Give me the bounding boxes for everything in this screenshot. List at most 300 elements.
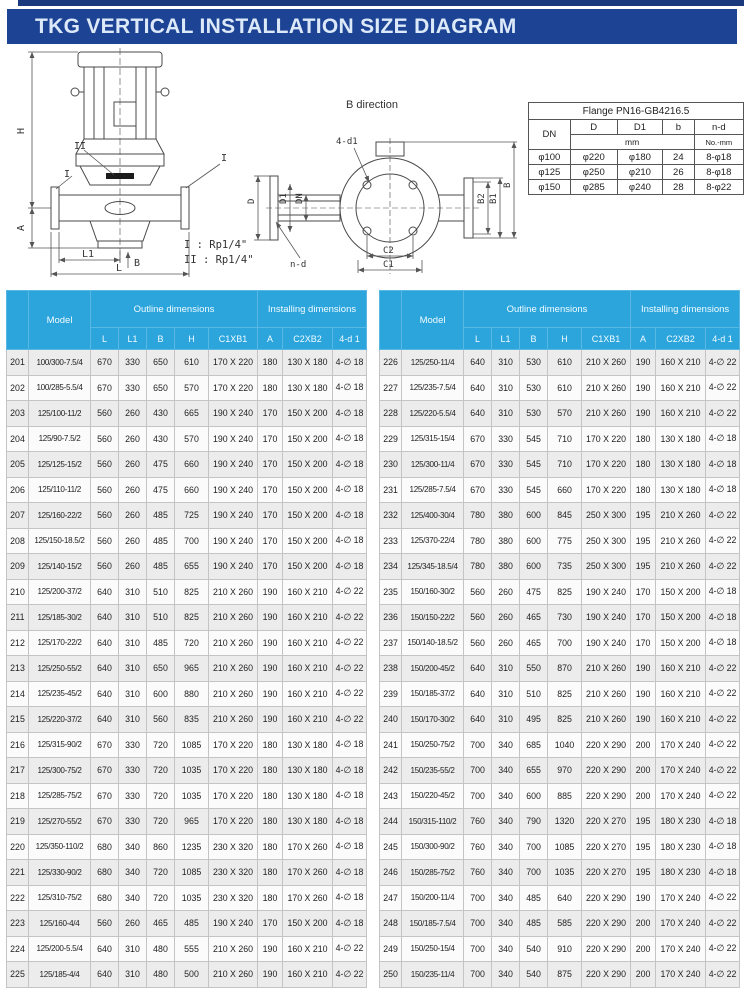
cell-a: 180 — [631, 477, 656, 503]
dim-label-d1: D1 — [279, 193, 289, 204]
dim-label-b2: B2 — [477, 193, 487, 204]
cell-h: 665 — [175, 401, 209, 427]
table-row — [380, 656, 740, 682]
cell-4d1: 4-∅ 18 — [333, 911, 367, 937]
cell-c2xb2: 150 X 200 — [283, 528, 333, 554]
cell-h: 660 — [175, 452, 209, 478]
cell-b: 485 — [147, 503, 175, 529]
cell-model: 150/185-37/2 — [402, 681, 464, 707]
table-row — [380, 962, 740, 988]
cell-row-number: 231 — [380, 477, 402, 503]
cell-row-number: 233 — [380, 528, 402, 554]
cell-a: 190 — [258, 681, 283, 707]
cell-c2xb2: 150 X 200 — [283, 452, 333, 478]
cell-4d1: 4-∅ 22 — [333, 681, 367, 707]
cell-b: 545 — [520, 426, 548, 452]
cell-4d1: 4-∅ 18 — [333, 758, 367, 784]
cell-c1xb1: 170 X 220 — [582, 426, 631, 452]
cell-l1: 340 — [492, 783, 520, 809]
cell-h: 825 — [548, 707, 582, 733]
cell-c2xb2: 160 X 210 — [656, 401, 706, 427]
cell-model: 100/300-7.5/4 — [29, 350, 91, 376]
table-row — [380, 452, 740, 478]
cell-a: 195 — [631, 503, 656, 529]
cell-b: 530 — [520, 350, 548, 376]
cell-c1xb1: 210 X 260 — [582, 681, 631, 707]
cell-c1xb1: 170 X 220 — [209, 350, 258, 376]
table-row — [7, 452, 367, 478]
title-bar — [7, 9, 737, 44]
cell-c2xb2: 170 X 260 — [283, 834, 333, 860]
flange-col-nd: n-d — [694, 120, 743, 135]
cell-4d1: 4-∅ 18 — [333, 452, 367, 478]
cell-a: 170 — [258, 554, 283, 580]
table-row — [380, 758, 740, 784]
cell-l: 560 — [464, 630, 492, 656]
cell-l: 760 — [464, 860, 492, 886]
cell-l1: 340 — [492, 885, 520, 911]
cell-c1xb1: 210 X 260 — [209, 936, 258, 962]
cell-h: 825 — [175, 579, 209, 605]
flange-col-d: D — [570, 120, 617, 135]
cell-4d1: 4-∅ 18 — [706, 860, 740, 886]
cell-h: 700 — [175, 528, 209, 554]
cell-h: 570 — [175, 426, 209, 452]
cell-l: 640 — [91, 936, 119, 962]
table-row — [380, 528, 740, 554]
table-row — [7, 860, 367, 886]
cell-model: 125/110-11/2 — [29, 477, 91, 503]
cell-c1xb1: 250 X 300 — [582, 503, 631, 529]
cell-h: 970 — [548, 758, 582, 784]
cell-l: 560 — [91, 426, 119, 452]
cell-4d1: 4-∅ 22 — [333, 936, 367, 962]
cell-c2xb2: 130 X 180 — [656, 452, 706, 478]
cell-4d1: 4-∅ 22 — [333, 707, 367, 733]
cell-l: 670 — [91, 375, 119, 401]
cell-l: 670 — [464, 452, 492, 478]
cell-model: 125/100-11/2 — [29, 401, 91, 427]
cell-l: 760 — [464, 834, 492, 860]
volute-outline — [266, 138, 482, 274]
b-direction-view-drawing — [240, 92, 530, 290]
cell-model: 125/140-15/2 — [29, 554, 91, 580]
cell-c2xb2: 150 X 200 — [656, 605, 706, 631]
flange-row — [529, 150, 744, 165]
cell-l1: 260 — [492, 630, 520, 656]
cell-h: 835 — [175, 707, 209, 733]
cell-h: 965 — [175, 809, 209, 835]
cell-l: 670 — [91, 758, 119, 784]
cell-c2xb2: 180 X 230 — [656, 809, 706, 835]
cell-b: 530 — [520, 401, 548, 427]
cell-model: 125/300-11/4 — [402, 452, 464, 478]
cell-c1xb1: 190 X 240 — [209, 401, 258, 427]
cell-model: 150/150-22/2 — [402, 605, 464, 631]
cell-l1: 310 — [492, 681, 520, 707]
cell-l1: 340 — [492, 732, 520, 758]
cell-4d1: 4-∅ 22 — [706, 401, 740, 427]
cell-l: 700 — [464, 936, 492, 962]
cell-4d1: 4-∅ 22 — [706, 503, 740, 529]
cell-c2xb2: 150 X 200 — [283, 426, 333, 452]
flange-header-row — [529, 120, 744, 135]
cell-model: 125/345-18.5/4 — [402, 554, 464, 580]
cell-c2xb2: 180 X 230 — [656, 860, 706, 886]
flange-table-body — [529, 150, 744, 195]
col-header-l: L — [464, 328, 492, 350]
cell-model: 150/140-18.5/2 — [402, 630, 464, 656]
cell-b: 430 — [147, 401, 175, 427]
cell-c1xb1: 230 X 320 — [209, 885, 258, 911]
cell-l1: 260 — [119, 452, 147, 478]
cell-b: 655 — [520, 758, 548, 784]
cell-4d1: 4-∅ 22 — [706, 962, 740, 988]
cell-c2xb2: 210 X 260 — [656, 528, 706, 554]
cell-row-number: 222 — [7, 885, 29, 911]
cell-row-number: 212 — [7, 630, 29, 656]
cell-b: 485 — [147, 630, 175, 656]
cell-row-number: 221 — [7, 860, 29, 886]
cell-b: 540 — [520, 936, 548, 962]
flange-cell: φ240 — [617, 180, 662, 195]
port-label-i-right: I — [221, 153, 228, 164]
cell-row-number: 206 — [7, 477, 29, 503]
cell-h: 1320 — [548, 809, 582, 835]
cell-row-number: 213 — [7, 656, 29, 682]
cell-4d1: 4-∅ 18 — [706, 605, 740, 631]
cell-c2xb2: 170 X 240 — [656, 885, 706, 911]
cell-h: 725 — [175, 503, 209, 529]
header-group-row — [380, 291, 740, 328]
cell-a: 180 — [258, 758, 283, 784]
cell-c1xb1: 190 X 240 — [209, 528, 258, 554]
cell-a: 195 — [631, 834, 656, 860]
cell-row-number: 235 — [380, 579, 402, 605]
cell-4d1: 4-∅ 18 — [706, 809, 740, 835]
cell-row-number: 220 — [7, 834, 29, 860]
cell-h: 720 — [175, 630, 209, 656]
table-row — [7, 936, 367, 962]
pump-outline — [51, 48, 189, 262]
col-header-a: A — [631, 328, 656, 350]
cell-4d1: 4-∅ 18 — [333, 350, 367, 376]
cell-c2xb2: 160 X 210 — [283, 579, 333, 605]
cell-c2xb2: 150 X 200 — [283, 503, 333, 529]
cell-4d1: 4-∅ 22 — [706, 732, 740, 758]
cell-4d1: 4-∅ 18 — [333, 732, 367, 758]
cell-c1xb1: 210 X 260 — [209, 707, 258, 733]
cell-a: 180 — [258, 809, 283, 835]
cell-model: 100/285-5.5/4 — [29, 375, 91, 401]
cell-l: 780 — [464, 528, 492, 554]
cell-model: 125/300-75/2 — [29, 758, 91, 784]
cell-c1xb1: 250 X 300 — [582, 554, 631, 580]
dim-label-b: B — [134, 258, 141, 269]
cell-h: 735 — [548, 554, 582, 580]
cell-model: 125/370-22/4 — [402, 528, 464, 554]
cell-h: 775 — [548, 528, 582, 554]
col-header-h: H — [548, 328, 582, 350]
cell-c2xb2: 130 X 180 — [656, 426, 706, 452]
cell-h: 870 — [548, 656, 582, 682]
table-row — [7, 732, 367, 758]
cell-h: 965 — [175, 656, 209, 682]
cell-l: 780 — [464, 554, 492, 580]
cell-b: 465 — [520, 630, 548, 656]
table-row — [380, 809, 740, 835]
dim-label-l1: L1 — [82, 249, 95, 260]
table-row — [380, 681, 740, 707]
dim-label-4d1: 4-d1 — [336, 137, 358, 147]
flange-cell: 28 — [663, 180, 695, 195]
cell-a: 190 — [258, 656, 283, 682]
cell-l1: 310 — [119, 579, 147, 605]
cell-b: 600 — [520, 554, 548, 580]
cell-h: 585 — [548, 911, 582, 937]
cell-c1xb1: 230 X 320 — [209, 860, 258, 886]
cell-row-number: 228 — [380, 401, 402, 427]
table-row — [7, 579, 367, 605]
cell-a: 180 — [631, 452, 656, 478]
flange-cell: 26 — [663, 165, 695, 180]
cell-b: 600 — [520, 503, 548, 529]
cell-l: 640 — [464, 375, 492, 401]
cell-model: 150/200-11/4 — [402, 885, 464, 911]
cell-model: 150/250-15/4 — [402, 936, 464, 962]
cell-l: 700 — [464, 732, 492, 758]
cell-l1: 330 — [119, 783, 147, 809]
cell-a: 170 — [258, 528, 283, 554]
cell-c1xb1: 190 X 240 — [209, 503, 258, 529]
cell-b: 650 — [147, 375, 175, 401]
cell-c2xb2: 170 X 240 — [656, 936, 706, 962]
cell-l: 640 — [91, 707, 119, 733]
cell-l1: 310 — [492, 375, 520, 401]
cell-h: 1035 — [175, 783, 209, 809]
spec-table-header — [380, 291, 740, 350]
cell-a: 190 — [631, 681, 656, 707]
cell-l: 670 — [91, 732, 119, 758]
cell-c1xb1: 210 X 260 — [582, 350, 631, 376]
table-row — [380, 860, 740, 886]
cell-c2xb2: 170 X 240 — [656, 783, 706, 809]
cell-c1xb1: 210 X 260 — [209, 630, 258, 656]
cell-l: 560 — [91, 452, 119, 478]
cell-b: 495 — [520, 707, 548, 733]
col-header-4d1: 4-d 1 — [706, 328, 740, 350]
flange-cell: φ150 — [529, 180, 571, 195]
cell-model: 125/235-45/2 — [29, 681, 91, 707]
cell-b: 720 — [147, 758, 175, 784]
cell-model: 125/170-22/2 — [29, 630, 91, 656]
table-row — [380, 707, 740, 733]
cell-model: 125/350-110/2 — [29, 834, 91, 860]
cell-4d1: 4-∅ 18 — [333, 426, 367, 452]
cell-l1: 380 — [492, 503, 520, 529]
cell-l: 640 — [91, 605, 119, 631]
table-row — [380, 375, 740, 401]
table-row — [380, 426, 740, 452]
cell-l: 680 — [91, 885, 119, 911]
cell-b: 485 — [147, 528, 175, 554]
cell-c1xb1: 220 X 290 — [582, 732, 631, 758]
cell-l1: 260 — [492, 579, 520, 605]
cell-4d1: 4-∅ 18 — [706, 579, 740, 605]
cell-c1xb1: 170 X 220 — [209, 375, 258, 401]
cell-c1xb1: 170 X 220 — [209, 809, 258, 835]
cell-model: 125/150-18.5/2 — [29, 528, 91, 554]
cell-c2xb2: 150 X 200 — [283, 911, 333, 937]
cell-c2xb2: 160 X 210 — [283, 630, 333, 656]
cell-model: 150/200-45/2 — [402, 656, 464, 682]
cell-model: 125/310-75/2 — [29, 885, 91, 911]
cell-a: 170 — [258, 426, 283, 452]
table-row — [380, 783, 740, 809]
cell-b: 720 — [147, 860, 175, 886]
port-label-i-left: I — [64, 169, 71, 180]
cell-h: 655 — [175, 554, 209, 580]
cell-h: 1235 — [175, 834, 209, 860]
cell-l: 640 — [464, 401, 492, 427]
cell-h: 610 — [548, 375, 582, 401]
flange-cell: φ180 — [617, 150, 662, 165]
cell-c1xb1: 220 X 290 — [582, 783, 631, 809]
cell-c2xb2: 150 X 200 — [656, 630, 706, 656]
cell-row-number: 208 — [7, 528, 29, 554]
cell-row-number: 242 — [380, 758, 402, 784]
cell-model: 125/185-4/4 — [29, 962, 91, 988]
col-header-model: Model — [29, 291, 91, 350]
cell-h: 710 — [548, 426, 582, 452]
cell-c2xb2: 130 X 180 — [283, 783, 333, 809]
cell-l: 680 — [91, 860, 119, 886]
cell-l1: 310 — [119, 936, 147, 962]
cell-b: 485 — [520, 885, 548, 911]
cell-b: 860 — [147, 834, 175, 860]
cell-l: 780 — [464, 503, 492, 529]
cell-model: 125/270-55/2 — [29, 809, 91, 835]
cell-c2xb2: 170 X 260 — [283, 885, 333, 911]
cell-b: 685 — [520, 732, 548, 758]
cell-b: 510 — [147, 605, 175, 631]
cell-a: 190 — [258, 707, 283, 733]
table-row — [7, 477, 367, 503]
cell-4d1: 4-∅ 22 — [706, 528, 740, 554]
table-row — [7, 503, 367, 529]
cell-b: 560 — [147, 707, 175, 733]
col-header-l1: L1 — [492, 328, 520, 350]
spec-tables — [6, 290, 738, 988]
flange-cell: φ220 — [570, 150, 617, 165]
cell-l1: 330 — [119, 732, 147, 758]
cell-h: 825 — [548, 579, 582, 605]
cell-4d1: 4-∅ 18 — [333, 834, 367, 860]
cell-4d1: 4-∅ 22 — [706, 350, 740, 376]
cell-a: 200 — [631, 911, 656, 937]
cell-4d1: 4-∅ 22 — [333, 962, 367, 988]
note-line-1: I : Rp1/4" — [184, 239, 248, 251]
flange-col-d1: D1 — [617, 120, 662, 135]
cell-c1xb1: 190 X 240 — [582, 579, 631, 605]
table-row — [380, 477, 740, 503]
table-row — [7, 681, 367, 707]
spec-table-right-body — [380, 350, 740, 988]
cell-b: 550 — [520, 656, 548, 682]
table-row — [380, 401, 740, 427]
cell-a: 195 — [631, 554, 656, 580]
view-title: B direction — [346, 99, 398, 111]
flange-row — [529, 180, 744, 195]
col-header-c1xb1: C1XB1 — [582, 328, 631, 350]
table-row — [7, 528, 367, 554]
cell-row-number: 243 — [380, 783, 402, 809]
cell-h: 610 — [548, 350, 582, 376]
cell-l1: 260 — [119, 554, 147, 580]
cell-a: 180 — [258, 834, 283, 860]
cell-c2xb2: 130 X 180 — [283, 809, 333, 835]
table-row — [7, 401, 367, 427]
cell-h: 640 — [548, 885, 582, 911]
group-header-outline: Outline dimensions — [464, 291, 631, 328]
cell-model: 150/300-90/2 — [402, 834, 464, 860]
cell-a: 170 — [258, 477, 283, 503]
cell-l1: 310 — [119, 630, 147, 656]
cell-a: 170 — [631, 630, 656, 656]
cell-c1xb1: 210 X 260 — [582, 375, 631, 401]
col-header-a: A — [258, 328, 283, 350]
cell-c1xb1: 170 X 220 — [209, 758, 258, 784]
cell-a: 170 — [631, 579, 656, 605]
table-row — [380, 885, 740, 911]
cell-c1xb1: 220 X 290 — [582, 911, 631, 937]
cell-h: 710 — [548, 452, 582, 478]
cell-model: 125/315-15/4 — [402, 426, 464, 452]
cell-l1: 340 — [492, 962, 520, 988]
table-row — [380, 554, 740, 580]
cell-b: 480 — [147, 936, 175, 962]
cell-a: 170 — [631, 605, 656, 631]
table-row — [7, 656, 367, 682]
note-line-2: II : Rp1/4" — [184, 254, 254, 267]
cell-model: 125/315-90/2 — [29, 732, 91, 758]
cell-model: 125/330-90/2 — [29, 860, 91, 886]
cell-a: 190 — [631, 707, 656, 733]
cell-a: 200 — [631, 936, 656, 962]
cell-row-number: 204 — [7, 426, 29, 452]
cell-c2xb2: 130 X 180 — [283, 758, 333, 784]
cell-c1xb1: 220 X 270 — [582, 860, 631, 886]
cell-4d1: 4-∅ 22 — [706, 707, 740, 733]
cell-a: 170 — [258, 401, 283, 427]
cell-l: 700 — [464, 885, 492, 911]
dim-label-b1: B1 — [489, 193, 499, 204]
cell-model: 150/235-55/2 — [402, 758, 464, 784]
cell-a: 190 — [631, 375, 656, 401]
cell-l: 640 — [464, 681, 492, 707]
cell-4d1: 4-∅ 18 — [333, 375, 367, 401]
flange-cell: 8-φ18 — [694, 150, 743, 165]
cell-c1xb1: 210 X 260 — [209, 579, 258, 605]
table-row — [380, 936, 740, 962]
cell-row-number: 236 — [380, 605, 402, 631]
cell-l1: 380 — [492, 554, 520, 580]
cell-4d1: 4-∅ 22 — [706, 783, 740, 809]
cell-4d1: 4-∅ 22 — [333, 605, 367, 631]
cell-l: 700 — [464, 758, 492, 784]
cell-4d1: 4-∅ 18 — [333, 809, 367, 835]
cell-a: 180 — [258, 783, 283, 809]
